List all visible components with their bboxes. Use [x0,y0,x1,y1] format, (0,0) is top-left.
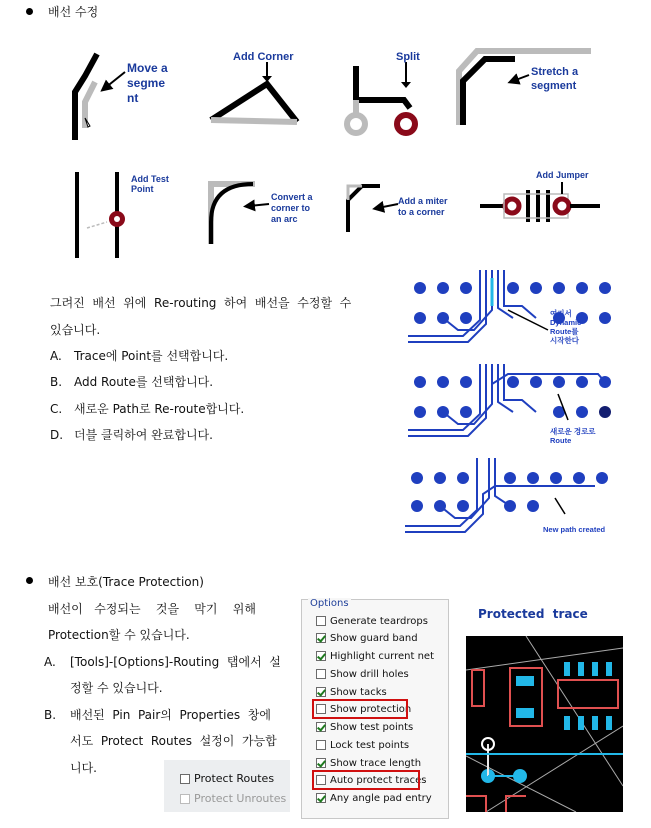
option-label: Auto protect traces [330,774,427,786]
step-text: 니다. [70,761,97,775]
add-corner-label: Add Corner [233,51,294,63]
protect-routes-panel [164,760,290,812]
option-lock-test-points[interactable] [316,738,409,752]
protect-unroutes-label: Protect Unroutes [194,792,287,805]
option-any-angle-pad-entry[interactable] [316,791,432,805]
option-generate-teardrops[interactable] [316,614,428,628]
checkbox-icon [316,722,326,732]
add-test-point-label: Add Test Point [131,174,169,194]
protect-unroutes-checkbox[interactable] [180,792,286,805]
section2-intro-line1: 배선이 수정되는 것을 막기 위해 [48,602,256,616]
step-marker: B. [44,708,57,722]
option-label: Show test points [330,721,414,733]
convert-arc-label: Convert a corner to an arc [271,192,313,224]
move-segment-label: Move a segme nt [127,61,168,105]
option-label: Highlight current net [330,650,434,662]
split-label: Split [396,51,420,63]
checkbox-icon [316,793,326,803]
step-text: 서도 Protect Routes 설정이 가능합 [70,734,277,748]
stretch-segment-diagram [455,45,595,130]
option-label: Show tacks [330,686,387,698]
step-marker: C. [50,402,63,416]
option-highlight-current-net[interactable] [316,649,434,663]
protect-routes-checkbox[interactable] [180,772,274,785]
section1-title: 배선 수정 [48,5,99,19]
protect-routes-label: Protect Routes [194,772,275,785]
step-marker: D. [50,428,64,442]
checkbox-icon [316,633,326,643]
option-show-guard-band[interactable] [316,631,418,645]
move-segment-diagram [55,48,185,143]
add-test-point-diagram [65,170,185,260]
option-show-trace-length[interactable] [316,756,421,770]
option-label: Lock test points [330,739,410,751]
add-miter-diagram [340,180,465,235]
step-marker: A. [50,349,62,363]
protected-trace-image [466,636,623,812]
step-text: 배선된 Pin Pair의 Properties 창에 [70,708,271,722]
add-miter-label: Add a miter to a corner [398,196,448,217]
step-text: 새로운 Path로 Re-route합니다. [74,402,245,416]
step-text: Add Route를 선택합니다. [74,375,214,389]
section1-intro-line1: 그려진 배선 위에 Re-routing 하여 배선을 수정할 수 [50,296,352,310]
checkbox-icon [316,616,326,626]
option-label: Show drill holes [330,668,409,680]
stretch-segment-label: Stretch a segment [531,66,579,92]
pcb-dynamic-route-image [408,270,618,348]
checkbox-icon [316,669,326,679]
pcb-new-route-label: 새로운 경로로 Route [550,427,596,444]
pcb-created-label: New path created [543,525,606,534]
split-diagram [340,48,440,143]
options-panel [301,599,449,819]
section1-intro-line2: 있습니다. [50,323,101,337]
section2-intro-line2: Protection할 수 있습니다. [48,628,190,642]
checkbox-icon [316,651,326,661]
step-text: [Tools]-[Options]-Routing 탭에서 설 [70,655,281,669]
step-marker: A. [44,655,56,669]
step-marker: B. [50,375,63,389]
checkbox-icon [180,794,190,804]
convert-arc-diagram [205,178,325,248]
option-show-tacks[interactable] [316,685,387,699]
option-label: Show protection [330,703,412,715]
checkbox-icon [316,740,326,750]
add-jumper-diagram [478,168,613,230]
step-text: 더블 클릭하여 완료합니다. [74,428,213,442]
step-text: Trace에 Point를 선택합니다. [74,349,229,363]
section2-title: 배선 보호(Trace Protection) [48,575,204,589]
pcb-created-image [405,458,615,540]
option-show-test-points[interactable] [316,720,413,734]
step-text: 정할 수 있습니다. [70,681,163,695]
add-corner-diagram [205,48,315,128]
pcb-new-route-image [408,364,618,444]
checkbox-icon [180,774,190,784]
checkbox-icon [316,758,326,768]
option-label: Show trace length [330,757,422,769]
section1-bullet [26,8,33,15]
options-legend: Options [310,598,349,609]
option-label: Generate teardrops [330,615,428,627]
section2-bullet [26,577,33,584]
option-label: Show guard band [330,632,418,644]
highlight-show-protection [312,699,408,719]
add-jumper-label: Add Jumper [536,170,589,180]
pcb-dynamic-label: 여기서 Dynamic Route를 시작한다 [550,309,582,345]
checkbox-icon [316,687,326,697]
protected-trace-title: Protected trace [478,607,588,621]
highlight-auto-protect [312,770,420,790]
option-show-drill-holes[interactable] [316,667,409,681]
option-label: Any angle pad entry [330,792,432,804]
